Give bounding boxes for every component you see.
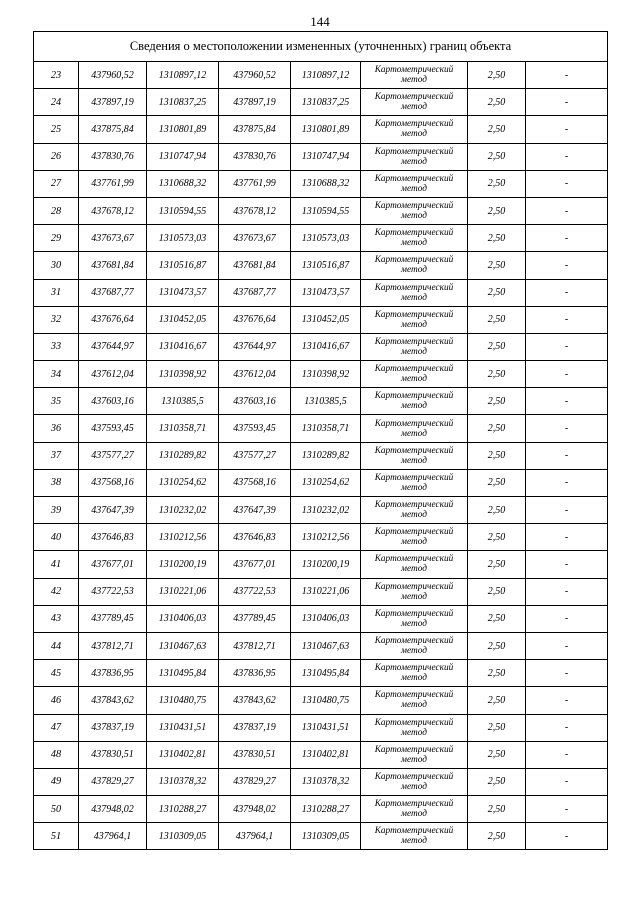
cell-y-existing: 1310897,12 xyxy=(147,62,219,89)
cell-point-number: 31 xyxy=(34,279,79,306)
table-row xyxy=(34,687,608,714)
cell-x-existing: 437644,97 xyxy=(79,333,147,360)
table-body xyxy=(34,62,608,850)
cell-y-new: 1310416,67 xyxy=(291,333,361,360)
cell-accuracy: 2,50 xyxy=(468,524,526,551)
cell-x-existing: 437593,45 xyxy=(79,415,147,442)
cell-method: Картометрический метод xyxy=(361,524,468,551)
table-caption: Сведения о местоположении измененных (уточненных) границ объекта xyxy=(34,32,608,62)
cell-x-new: 437960,52 xyxy=(219,62,291,89)
cell-x-new: 437603,16 xyxy=(219,388,291,415)
cell-y-existing: 1310516,87 xyxy=(147,252,219,279)
cell-x-existing: 437897,19 xyxy=(79,89,147,116)
table-row xyxy=(34,524,608,551)
cell-accuracy: 2,50 xyxy=(468,279,526,306)
cell-x-new: 437812,71 xyxy=(219,632,291,659)
cell-method: Картометрический метод xyxy=(361,225,468,252)
table-row xyxy=(34,170,608,197)
cell-accuracy: 2,50 xyxy=(468,605,526,632)
cell-accuracy: 2,50 xyxy=(468,252,526,279)
cell-y-existing: 1310406,03 xyxy=(147,605,219,632)
cell-point-number: 23 xyxy=(34,62,79,89)
cell-point-number: 46 xyxy=(34,687,79,714)
cell-x-new: 437830,76 xyxy=(219,143,291,170)
cell-x-new: 437687,77 xyxy=(219,279,291,306)
cell-method: Картометрический метод xyxy=(361,497,468,524)
cell-point-number: 49 xyxy=(34,768,79,795)
cell-description: - xyxy=(526,714,608,741)
cell-y-new: 1310289,82 xyxy=(291,442,361,469)
table-row xyxy=(34,551,608,578)
cell-x-existing: 437603,16 xyxy=(79,388,147,415)
table-row xyxy=(34,714,608,741)
cell-point-number: 32 xyxy=(34,306,79,333)
cell-y-existing: 1310212,56 xyxy=(147,524,219,551)
cell-accuracy: 2,50 xyxy=(468,306,526,333)
cell-x-existing: 437647,39 xyxy=(79,497,147,524)
cell-x-existing: 437673,67 xyxy=(79,225,147,252)
table-row xyxy=(34,578,608,605)
table-row xyxy=(34,605,608,632)
cell-x-existing: 437568,16 xyxy=(79,469,147,496)
cell-accuracy: 2,50 xyxy=(468,823,526,850)
cell-point-number: 30 xyxy=(34,252,79,279)
cell-point-number: 48 xyxy=(34,741,79,768)
cell-point-number: 50 xyxy=(34,796,79,823)
cell-x-existing: 437812,71 xyxy=(79,632,147,659)
cell-y-existing: 1310467,63 xyxy=(147,632,219,659)
cell-y-new: 1310467,63 xyxy=(291,632,361,659)
cell-y-existing: 1310288,27 xyxy=(147,796,219,823)
cell-point-number: 42 xyxy=(34,578,79,605)
cell-y-existing: 1310837,25 xyxy=(147,89,219,116)
cell-x-existing: 437875,84 xyxy=(79,116,147,143)
cell-x-existing: 437960,52 xyxy=(79,62,147,89)
cell-accuracy: 2,50 xyxy=(468,143,526,170)
cell-point-number: 26 xyxy=(34,143,79,170)
cell-y-new: 1310402,81 xyxy=(291,741,361,768)
cell-point-number: 25 xyxy=(34,116,79,143)
table-row xyxy=(34,388,608,415)
cell-y-new: 1310288,27 xyxy=(291,796,361,823)
cell-point-number: 33 xyxy=(34,333,79,360)
cell-method: Картометрический метод xyxy=(361,333,468,360)
table-row xyxy=(34,333,608,360)
cell-point-number: 28 xyxy=(34,197,79,224)
cell-method: Картометрический метод xyxy=(361,632,468,659)
cell-point-number: 35 xyxy=(34,388,79,415)
table-row xyxy=(34,116,608,143)
cell-y-new: 1310516,87 xyxy=(291,252,361,279)
cell-x-new: 437789,45 xyxy=(219,605,291,632)
cell-y-existing: 1310431,51 xyxy=(147,714,219,741)
cell-method: Картометрический метод xyxy=(361,605,468,632)
cell-point-number: 24 xyxy=(34,89,79,116)
cell-accuracy: 2,50 xyxy=(468,333,526,360)
cell-y-new: 1310221,06 xyxy=(291,578,361,605)
cell-description: - xyxy=(526,415,608,442)
cell-accuracy: 2,50 xyxy=(468,741,526,768)
cell-x-new: 437676,64 xyxy=(219,306,291,333)
table-caption-row xyxy=(34,32,608,62)
cell-accuracy: 2,50 xyxy=(468,469,526,496)
cell-x-new: 437897,19 xyxy=(219,89,291,116)
cell-method: Картометрический метод xyxy=(361,388,468,415)
table-row xyxy=(34,415,608,442)
cell-accuracy: 2,50 xyxy=(468,768,526,795)
cell-description: - xyxy=(526,551,608,578)
cell-description: - xyxy=(526,306,608,333)
cell-y-existing: 1310452,05 xyxy=(147,306,219,333)
cell-method: Картометрический метод xyxy=(361,660,468,687)
cell-description: - xyxy=(526,605,608,632)
cell-method: Картометрический метод xyxy=(361,469,468,496)
table-row xyxy=(34,823,608,850)
cell-description: - xyxy=(526,578,608,605)
cell-x-new: 437681,84 xyxy=(219,252,291,279)
cell-y-new: 1310378,32 xyxy=(291,768,361,795)
cell-accuracy: 2,50 xyxy=(468,116,526,143)
cell-y-new: 1310406,03 xyxy=(291,605,361,632)
table-row xyxy=(34,252,608,279)
boundary-table xyxy=(33,31,608,850)
cell-point-number: 51 xyxy=(34,823,79,850)
cell-x-new: 437829,27 xyxy=(219,768,291,795)
cell-point-number: 38 xyxy=(34,469,79,496)
cell-method: Картометрический метод xyxy=(361,796,468,823)
cell-x-existing: 437843,62 xyxy=(79,687,147,714)
cell-point-number: 44 xyxy=(34,632,79,659)
cell-y-new: 1310385,5 xyxy=(291,388,361,415)
cell-y-new: 1310480,75 xyxy=(291,687,361,714)
table-row xyxy=(34,62,608,89)
cell-x-existing: 437761,99 xyxy=(79,170,147,197)
cell-method: Картометрический метод xyxy=(361,551,468,578)
cell-x-existing: 437646,83 xyxy=(79,524,147,551)
cell-x-existing: 437722,53 xyxy=(79,578,147,605)
cell-x-existing: 437681,84 xyxy=(79,252,147,279)
cell-description: - xyxy=(526,388,608,415)
table-row xyxy=(34,143,608,170)
cell-x-new: 437948,02 xyxy=(219,796,291,823)
cell-accuracy: 2,50 xyxy=(468,225,526,252)
cell-accuracy: 2,50 xyxy=(468,415,526,442)
table-row xyxy=(34,632,608,659)
cell-method: Картометрический метод xyxy=(361,252,468,279)
cell-accuracy: 2,50 xyxy=(468,62,526,89)
cell-point-number: 47 xyxy=(34,714,79,741)
cell-y-existing: 1310416,67 xyxy=(147,333,219,360)
table-row xyxy=(34,796,608,823)
cell-y-existing: 1310801,89 xyxy=(147,116,219,143)
cell-x-new: 437830,51 xyxy=(219,741,291,768)
cell-description: - xyxy=(526,768,608,795)
table-row xyxy=(34,469,608,496)
page-number: 144 xyxy=(310,14,330,29)
cell-x-new: 437964,1 xyxy=(219,823,291,850)
cell-description: - xyxy=(526,823,608,850)
cell-method: Картометрический метод xyxy=(361,197,468,224)
cell-accuracy: 2,50 xyxy=(468,578,526,605)
cell-y-new: 1310594,55 xyxy=(291,197,361,224)
cell-method: Картометрический метод xyxy=(361,62,468,89)
cell-description: - xyxy=(526,116,608,143)
cell-description: - xyxy=(526,660,608,687)
cell-y-existing: 1310688,32 xyxy=(147,170,219,197)
cell-method: Картометрический метод xyxy=(361,823,468,850)
cell-accuracy: 2,50 xyxy=(468,170,526,197)
cell-accuracy: 2,50 xyxy=(468,89,526,116)
table-row xyxy=(34,497,608,524)
cell-y-existing: 1310309,05 xyxy=(147,823,219,850)
cell-y-new: 1310232,02 xyxy=(291,497,361,524)
cell-y-new: 1310309,05 xyxy=(291,823,361,850)
cell-description: - xyxy=(526,497,608,524)
cell-accuracy: 2,50 xyxy=(468,551,526,578)
cell-x-existing: 437612,04 xyxy=(79,361,147,388)
cell-method: Картометрический метод xyxy=(361,415,468,442)
cell-point-number: 39 xyxy=(34,497,79,524)
cell-y-new: 1310452,05 xyxy=(291,306,361,333)
cell-x-existing: 437678,12 xyxy=(79,197,147,224)
cell-y-existing: 1310200,19 xyxy=(147,551,219,578)
cell-y-new: 1310398,92 xyxy=(291,361,361,388)
cell-x-existing: 437577,27 xyxy=(79,442,147,469)
cell-description: - xyxy=(526,197,608,224)
cell-description: - xyxy=(526,469,608,496)
cell-y-existing: 1310358,71 xyxy=(147,415,219,442)
cell-x-existing: 437687,77 xyxy=(79,279,147,306)
cell-description: - xyxy=(526,524,608,551)
cell-y-existing: 1310480,75 xyxy=(147,687,219,714)
cell-x-new: 437612,04 xyxy=(219,361,291,388)
cell-point-number: 45 xyxy=(34,660,79,687)
cell-y-new: 1310747,94 xyxy=(291,143,361,170)
cell-y-new: 1310212,56 xyxy=(291,524,361,551)
table-row xyxy=(34,225,608,252)
cell-description: - xyxy=(526,170,608,197)
cell-y-existing: 1310594,55 xyxy=(147,197,219,224)
cell-x-new: 437677,01 xyxy=(219,551,291,578)
cell-point-number: 36 xyxy=(34,415,79,442)
cell-y-existing: 1310573,03 xyxy=(147,225,219,252)
table-row xyxy=(34,279,608,306)
cell-method: Картометрический метод xyxy=(361,116,468,143)
cell-method: Картометрический метод xyxy=(361,306,468,333)
cell-accuracy: 2,50 xyxy=(468,388,526,415)
cell-accuracy: 2,50 xyxy=(468,361,526,388)
cell-description: - xyxy=(526,361,608,388)
cell-accuracy: 2,50 xyxy=(468,796,526,823)
cell-x-new: 437837,19 xyxy=(219,714,291,741)
cell-x-new: 437875,84 xyxy=(219,116,291,143)
cell-x-new: 437593,45 xyxy=(219,415,291,442)
cell-point-number: 43 xyxy=(34,605,79,632)
cell-description: - xyxy=(526,442,608,469)
cell-y-new: 1310897,12 xyxy=(291,62,361,89)
table-row xyxy=(34,442,608,469)
cell-x-new: 437761,99 xyxy=(219,170,291,197)
cell-accuracy: 2,50 xyxy=(468,497,526,524)
cell-x-new: 437647,39 xyxy=(219,497,291,524)
cell-y-new: 1310495,84 xyxy=(291,660,361,687)
cell-y-existing: 1310402,81 xyxy=(147,741,219,768)
cell-y-new: 1310801,89 xyxy=(291,116,361,143)
cell-y-existing: 1310254,62 xyxy=(147,469,219,496)
cell-accuracy: 2,50 xyxy=(468,197,526,224)
cell-method: Картометрический метод xyxy=(361,89,468,116)
cell-method: Картометрический метод xyxy=(361,361,468,388)
cell-x-existing: 437948,02 xyxy=(79,796,147,823)
cell-y-new: 1310254,62 xyxy=(291,469,361,496)
cell-description: - xyxy=(526,89,608,116)
table-row xyxy=(34,768,608,795)
cell-point-number: 27 xyxy=(34,170,79,197)
cell-x-existing: 437677,01 xyxy=(79,551,147,578)
cell-method: Картометрический метод xyxy=(361,442,468,469)
cell-y-new: 1310431,51 xyxy=(291,714,361,741)
cell-accuracy: 2,50 xyxy=(468,660,526,687)
cell-method: Картометрический метод xyxy=(361,687,468,714)
cell-description: - xyxy=(526,252,608,279)
cell-method: Картометрический метод xyxy=(361,170,468,197)
cell-y-existing: 1310398,92 xyxy=(147,361,219,388)
cell-x-existing: 437830,51 xyxy=(79,741,147,768)
cell-y-existing: 1310473,57 xyxy=(147,279,219,306)
cell-method: Картометрический метод xyxy=(361,768,468,795)
cell-description: - xyxy=(526,687,608,714)
table-row xyxy=(34,361,608,388)
cell-accuracy: 2,50 xyxy=(468,632,526,659)
cell-x-new: 437722,53 xyxy=(219,578,291,605)
cell-description: - xyxy=(526,741,608,768)
cell-accuracy: 2,50 xyxy=(468,687,526,714)
cell-description: - xyxy=(526,632,608,659)
cell-x-new: 437646,83 xyxy=(219,524,291,551)
cell-x-existing: 437829,27 xyxy=(79,768,147,795)
cell-y-new: 1310200,19 xyxy=(291,551,361,578)
cell-accuracy: 2,50 xyxy=(468,442,526,469)
cell-x-new: 437836,95 xyxy=(219,660,291,687)
cell-x-existing: 437789,45 xyxy=(79,605,147,632)
cell-description: - xyxy=(526,62,608,89)
cell-point-number: 29 xyxy=(34,225,79,252)
table-row xyxy=(34,197,608,224)
cell-description: - xyxy=(526,796,608,823)
cell-y-existing: 1310747,94 xyxy=(147,143,219,170)
cell-x-new: 437673,67 xyxy=(219,225,291,252)
cell-y-existing: 1310289,82 xyxy=(147,442,219,469)
cell-x-existing: 437837,19 xyxy=(79,714,147,741)
cell-x-existing: 437836,95 xyxy=(79,660,147,687)
cell-x-new: 437678,12 xyxy=(219,197,291,224)
cell-point-number: 41 xyxy=(34,551,79,578)
table-row xyxy=(34,741,608,768)
cell-y-existing: 1310232,02 xyxy=(147,497,219,524)
cell-y-existing: 1310221,06 xyxy=(147,578,219,605)
cell-x-new: 437644,97 xyxy=(219,333,291,360)
cell-y-existing: 1310495,84 xyxy=(147,660,219,687)
cell-method: Картометрический метод xyxy=(361,714,468,741)
cell-method: Картометрический метод xyxy=(361,741,468,768)
cell-x-existing: 437676,64 xyxy=(79,306,147,333)
table-row xyxy=(34,306,608,333)
cell-y-new: 1310837,25 xyxy=(291,89,361,116)
cell-y-new: 1310358,71 xyxy=(291,415,361,442)
cell-point-number: 40 xyxy=(34,524,79,551)
cell-description: - xyxy=(526,279,608,306)
cell-x-existing: 437830,76 xyxy=(79,143,147,170)
cell-x-new: 437577,27 xyxy=(219,442,291,469)
cell-y-existing: 1310385,5 xyxy=(147,388,219,415)
cell-description: - xyxy=(526,143,608,170)
cell-y-new: 1310573,03 xyxy=(291,225,361,252)
cell-x-new: 437843,62 xyxy=(219,687,291,714)
cell-method: Картометрический метод xyxy=(361,143,468,170)
table-row xyxy=(34,660,608,687)
cell-y-existing: 1310378,32 xyxy=(147,768,219,795)
cell-description: - xyxy=(526,225,608,252)
cell-point-number: 34 xyxy=(34,361,79,388)
cell-method: Картометрический метод xyxy=(361,578,468,605)
cell-description: - xyxy=(526,333,608,360)
cell-point-number: 37 xyxy=(34,442,79,469)
cell-accuracy: 2,50 xyxy=(468,714,526,741)
cell-x-existing: 437964,1 xyxy=(79,823,147,850)
cell-method: Картометрический метод xyxy=(361,279,468,306)
cell-x-new: 437568,16 xyxy=(219,469,291,496)
cell-y-new: 1310473,57 xyxy=(291,279,361,306)
cell-y-new: 1310688,32 xyxy=(291,170,361,197)
table-row xyxy=(34,89,608,116)
